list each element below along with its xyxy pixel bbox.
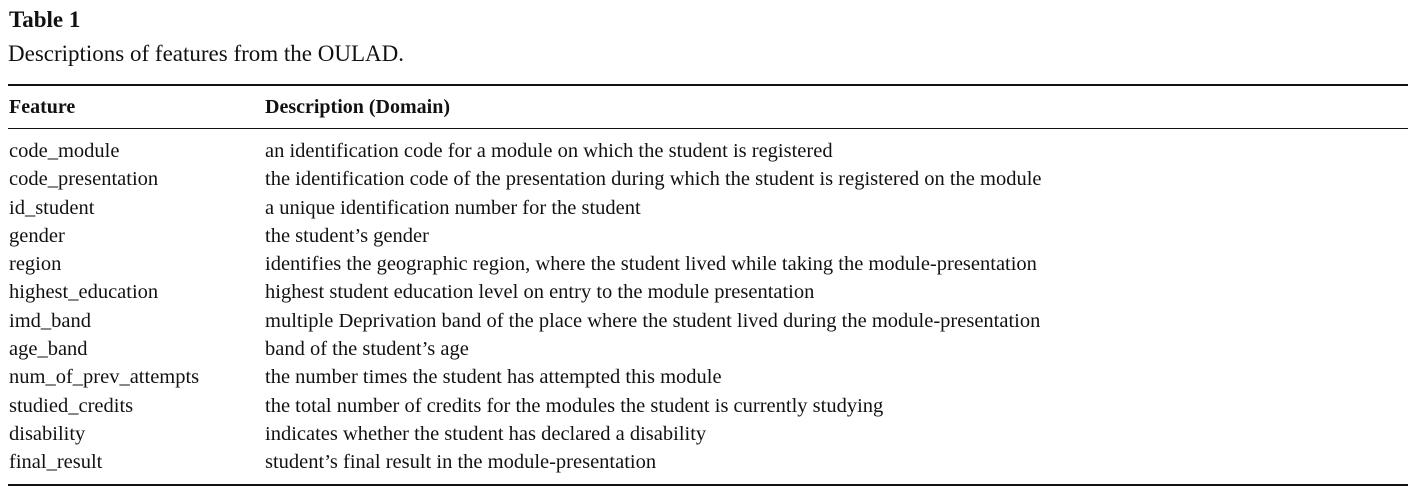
table-bottom-rule: [8, 484, 1408, 486]
cell-description: band of the student’s age: [265, 338, 469, 361]
cell-feature: gender: [9, 224, 65, 247]
cell-feature: disability: [9, 422, 86, 445]
cell-description: student’s final result in the module-presentation: [265, 451, 657, 474]
table-header-row: [0, 91, 1416, 123]
cell-description: multiple Deprivation band of the place where the student lived during the module-presentation: [265, 309, 1041, 332]
table-header-rule: [8, 128, 1408, 129]
cell-feature: final_result: [9, 451, 103, 474]
table-row: [0, 165, 1416, 193]
cell-description: the student’s gender: [265, 224, 429, 247]
column-header-description: Description (Domain): [265, 96, 450, 118]
table-label: Table 1: [9, 7, 81, 32]
cell-feature: code_module: [9, 140, 120, 162]
cell-feature: code_presentation: [9, 168, 159, 191]
cell-feature: imd_band: [9, 309, 91, 332]
cell-description: indicates whether the student has declared a disability: [265, 422, 707, 445]
table-row: [0, 194, 1416, 222]
cell-description: an identification code for a module on which the student is registered: [265, 140, 833, 162]
table-row: [0, 335, 1416, 363]
cell-description: highest student education level on entry to the module presentation: [265, 281, 815, 304]
table-row: [0, 420, 1416, 448]
column-header-feature: Feature: [9, 96, 76, 118]
table-row: [0, 222, 1416, 250]
table-top-rule: [8, 84, 1408, 86]
cell-feature: region: [9, 253, 62, 276]
cell-feature: highest_education: [9, 281, 159, 304]
table-row: [0, 392, 1416, 420]
cell-description: a unique identification number for the student: [265, 196, 641, 219]
table-row: [0, 448, 1416, 476]
cell-feature: age_band: [9, 338, 88, 361]
table-row: [0, 307, 1416, 335]
table-row: [0, 250, 1416, 278]
table-row: [0, 137, 1416, 165]
cell-feature: id_student: [9, 196, 95, 219]
cell-feature: num_of_prev_attempts: [9, 366, 200, 389]
cell-description: the total number of credits for the modules the student is currently studying: [265, 394, 884, 417]
cell-description: identifies the geographic region, where the student lived while taking the module-presentation: [265, 253, 1037, 276]
table-row: [0, 363, 1416, 391]
table-row: [0, 278, 1416, 306]
table-caption: Descriptions of features from the OULAD.: [8, 41, 404, 66]
table-body: [0, 137, 1416, 477]
cell-feature: studied_credits: [9, 394, 134, 417]
cell-description: the identification code of the presentation during which the student is registered on the module: [265, 168, 1042, 191]
cell-description: the number times the student has attempted this module: [265, 366, 722, 389]
